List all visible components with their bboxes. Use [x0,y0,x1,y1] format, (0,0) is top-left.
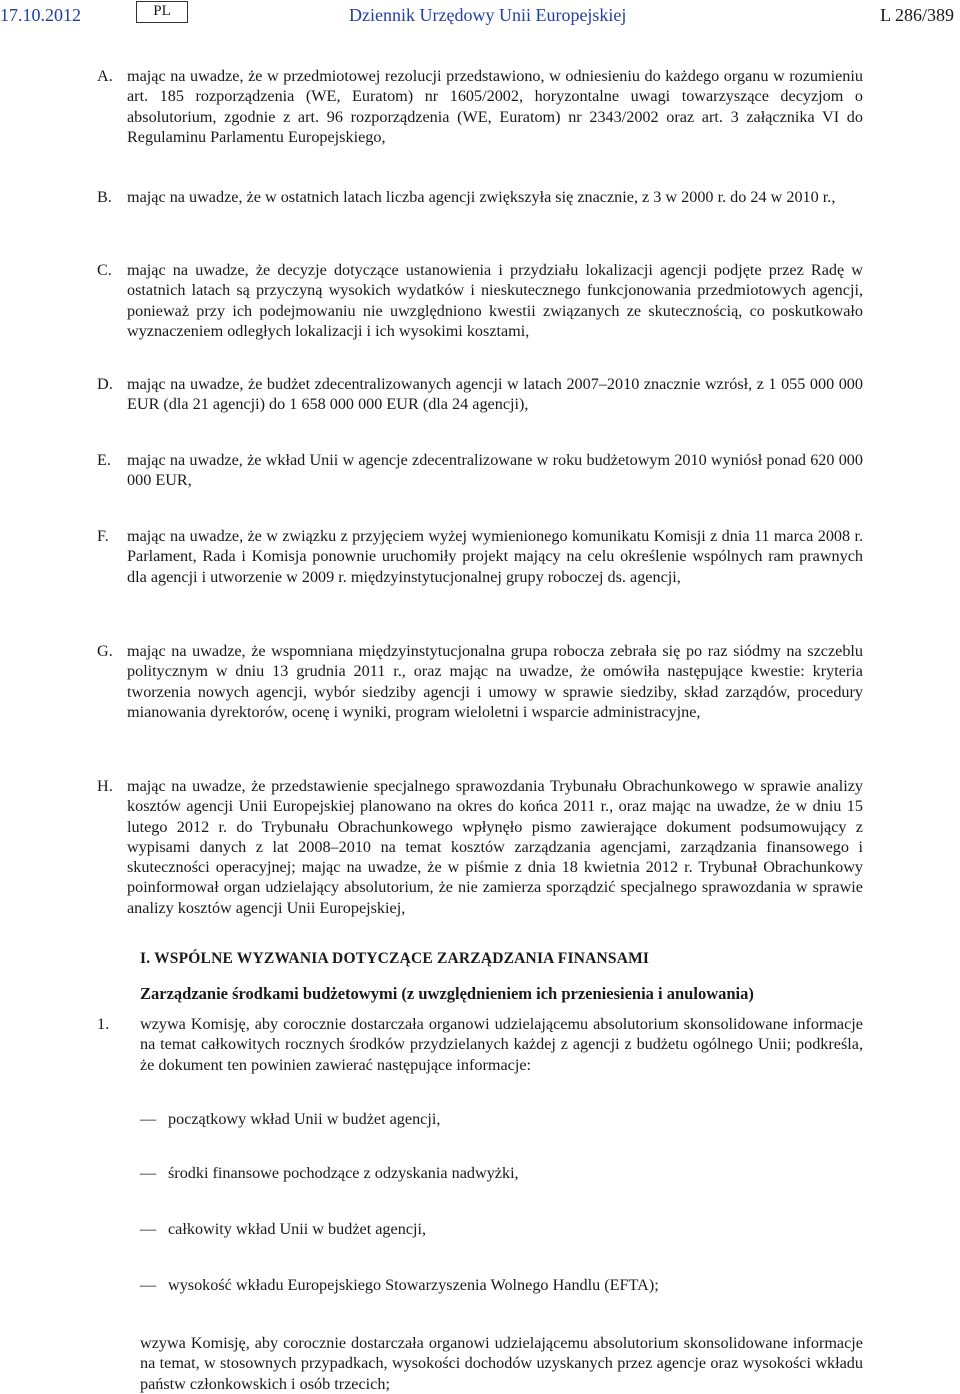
page-header [0,0,960,30]
list-item [140,1219,860,1239]
dash-marker: — [140,1220,157,1238]
publication-date[interactable]: 17.10.2012 [0,5,81,25]
recital-b [97,187,863,207]
list-item-text: środki finansowe pochodzące z odzyskania nadwyżki, [168,1164,519,1182]
journal-title[interactable]: Dziennik Urzędowy Unii Europejskiej [349,5,627,25]
list-item-text: całkowity wkład Unii w budżet agencji, [168,1220,427,1238]
list-item-text: początkowy wkład Unii w budżet agencji, [168,1110,441,1128]
recital-d [97,374,863,415]
language-badge: PL [136,1,188,23]
section-subheading: Zarządzanie środkami budżetowymi (z uwzględnieniem ich przeniesienia i anulowania) [140,984,754,1003]
recital-c [97,260,863,341]
list-item [140,1109,860,1129]
recital-a [97,66,863,147]
recital-text: mając na uwadze, że wkład Unii w agencje zdecentralizowane w roku budżetowym 2010 wyniósł ponad 620 000 000 EUR, [127,451,863,490]
recital-text: mając na uwadze, że wspomniana międzyinstytucjonalna grupa robocza zebrała się po raz siódmy na szczeblu politycznym w dniu 13 grudnia 2011 r., oraz mając na uwadze, że omówiła następujące kwestie: kryteria tworzenia nowych agencji, wybór siedziby agencji i umowy w sprawie siedziby, skład zarządów, procedury mianowania dyrektorów, ocenę i wyniki, program wieloletni i wsparcie administracyjne, [127,642,863,721]
recital-text: mając na uwadze, że budżet zdecentralizowanych agencji w latach 2007–2010 znacznie wzrósł, z 1 055 000 000 EUR (dla 21 agencji) do 1 658 000 000 EUR (dla 24 agencji), [127,375,863,414]
recital-letter: E. [97,451,111,469]
recital-h [97,776,863,918]
recital-letter: F. [97,527,109,545]
recital-f [97,526,863,587]
recital-letter: C. [97,261,112,279]
dash-marker: — [140,1276,157,1294]
recital-text: mając na uwadze, że decyzje dotyczące ustanowienia i przydziału lokalizacji agencji podjęte przez Radę w ostatnich latach są przyczyną wysokich wydatków i nieskutecznego funkcjonowania przedmiotowych agencji, ponieważ przy ich podejmowaniu nie uwzględniono kwestii związanych ze skutecznością, co poskutkowało wyznaczeniem odległych lokalizacji i ich wysokimi kosztami, [127,261,863,340]
recital-text: mając na uwadze, że przedstawienie specjalnego sprawozdania Trybunału Obrachunkowego w sprawie analizy kosztów agencji Unii Europejskiej planowano na okres do końca 2011 r., oraz mając na uwadze, że w dniu 15 lutego 2012 r. do Trybunału Obrachunkowego wpłynęło pismo zawierające dokument podsumowujący z wypisami danych z lat 2008–2010 na temat kosztów zarządzania agencjami, zarządzania finansowego i skuteczności operacyjnej; mając na uwadze, że w piśmie z dnia 18 kwietnia 2012 r. Trybunał Obrachunkowy poinformował organ udzielający absolutorium, że nie zamierza sporządzić specjalnego sprawozdania w sprawie analizy kosztów agencji Unii Europejskiej, [127,777,863,917]
recital-letter: A. [97,67,113,85]
dash-marker: — [140,1110,157,1128]
recital-letter: D. [97,375,113,393]
list-item [140,1163,860,1183]
recital-text: mając na uwadze, że w związku z przyjęciem wyżej wymienionego komunikatu Komisji z dnia 11 marca 2008 r. Parlament, Rada i Komisja ponownie uruchomiły projekt mający na celu określenie wspólnych ram prawnych dla agencji i utworzenie w 2009 r. międzyinstytucjonalnej grupy roboczej ds. agencji, [127,527,863,586]
recital-letter: G. [97,642,113,660]
recital-letter: H. [97,777,113,795]
point-1-closing-paragraph: wzywa Komisję, aby corocznie dostarczała organowi udzielającemu absolutorium skonsolidowane informacje na temat, w stosownych przypadkach, wysokości dochodów uzyskanych przez agencje oraz wysokości wkładu państw członkowskich i osób trzecich; [140,1334,863,1393]
recital-text: mając na uwadze, że w ostatnich latach liczba agencji zwiększyła się znacznie, z 3 w 2000 r. do 24 w 2010 r., [127,188,836,206]
recital-letter: B. [97,188,112,206]
recital-e [97,450,863,491]
point-1 [97,1014,863,1075]
list-item [140,1275,860,1295]
section-heading: I. WSPÓLNE WYZWANIA DOTYCZĄCE ZARZĄDZANIA FINANSAMI [140,950,650,967]
point-text: wzywa Komisję, aby corocznie dostarczała organowi udzielającemu absolutorium skonsolidowane informacje na temat całkowitych rocznych środków przydzielanych każdej z agencji z budżetu ogólnego Unii; podkreśla, że dokument ten powinien zawierać następujące informacje: [140,1015,863,1074]
point-number: 1. [97,1015,110,1033]
dash-marker: — [140,1164,157,1182]
recital-g [97,641,863,722]
page-reference: L 286/389 [880,5,954,25]
list-item-text: wysokość wkładu Europejskiego Stowarzyszenia Wolnego Handlu (EFTA); [168,1276,659,1294]
recital-text: mając na uwadze, że w przedmiotowej rezolucji przedstawiono, w odniesieniu do każdego organu w rozumieniu art. 185 rozporządzenia (WE, Euratom) nr 1605/2002, horyzontalne uwagi towarzyszące decyzjom o absolutorium, zgodnie z art. 96 rozporządzenia (WE, Euratom) nr 2343/2002 oraz art. 3 załącznika VI do Regulaminu Parlamentu Europejskiego, [127,67,863,146]
